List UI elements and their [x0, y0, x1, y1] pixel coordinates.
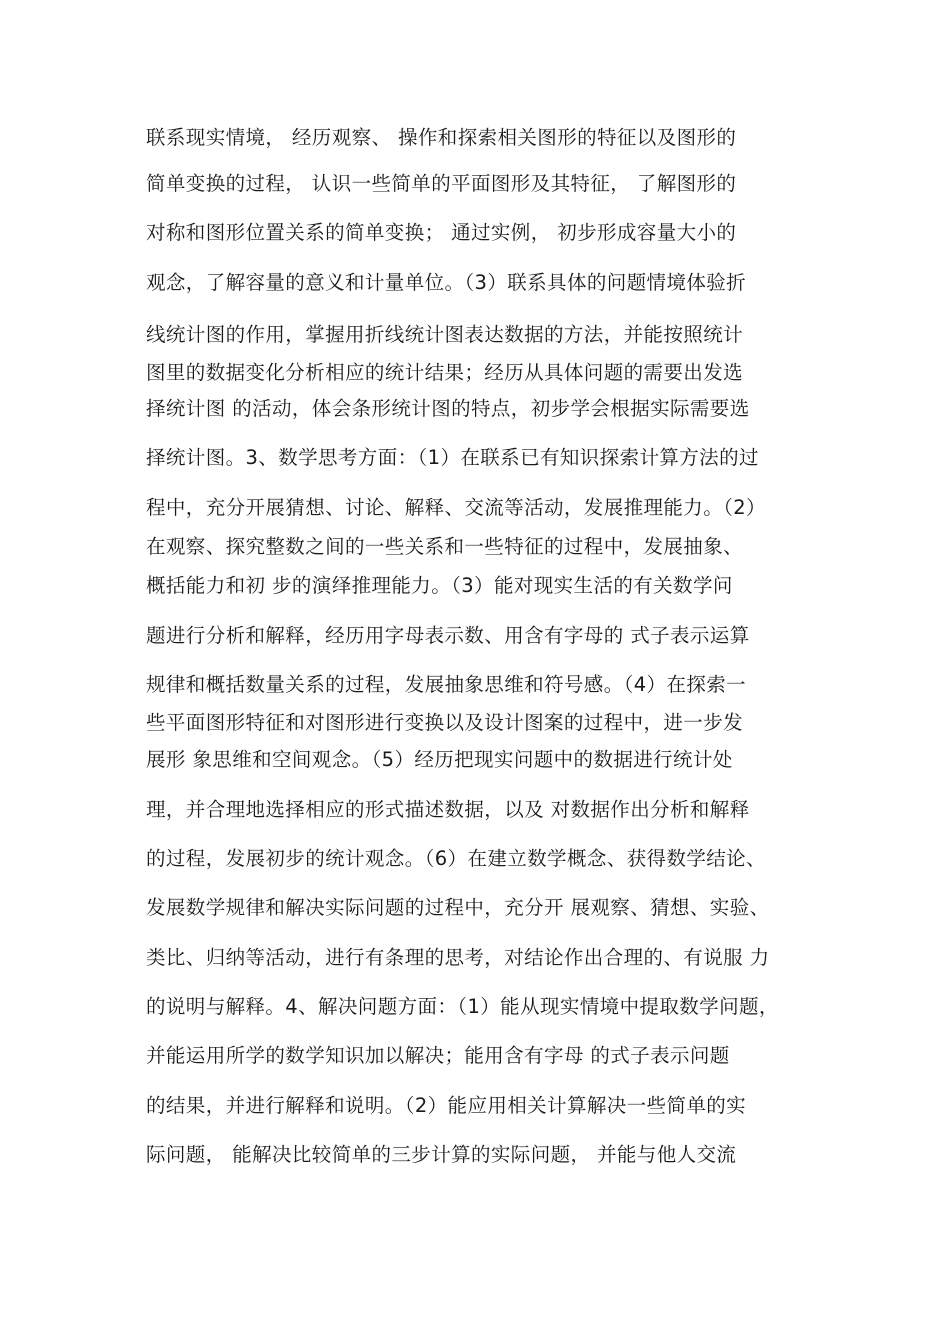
- text-line-12: 题进行分析和解释，经历用字母表示数、用含有字母的 式子表示运算: [146, 624, 750, 647]
- text-line-13: 规律和概括数量关系的过程，发展抽象思维和符号感。（4）在探索一: [146, 673, 747, 696]
- text-line-15: 展形 象思维和空间观念。（5）经历把现实问题中的数据进行统计处: [146, 748, 733, 771]
- text-line-6: 图里的数据变化分析相应的统计结果；经历从具体问题的需要出发选: [146, 361, 744, 384]
- text-line-10: 在观察、探究整数之间的一些关系和一些特征的过程中，发展抽象、: [146, 535, 744, 558]
- text-line-9: 程中，充分开展猜想、讨论、解释、交流等活动，发展推理能力。（2）: [146, 496, 766, 519]
- text-line-20: 的说明与解释。4、解决问题方面：（1）能从现实情境中提取数学问题，: [146, 995, 779, 1018]
- text-line-18: 发展数学规律和解决实际问题的过程中，充分开 展观察、猜想、实验、: [146, 896, 770, 919]
- text-line-2: 简单变换的过程， 认识一些简单的平面图形及其特征， 了解图形的: [146, 172, 737, 195]
- text-line-21: 并能运用所学的数学知识加以解决；能用含有字母 的式子表示问题: [146, 1044, 730, 1067]
- text-line-11: 概括能力和初 步的演绎推理能力。（3）能对现实生活的有关数学问: [146, 574, 733, 597]
- text-line-8: 择统计图。3、数学思考方面：（1）在联系已有知识探索计算方法的过: [146, 446, 759, 469]
- text-line-5: 线统计图的作用，掌握用折线统计图表达数据的方法，并能按照统计: [146, 323, 744, 346]
- text-line-17: 的过程，发展初步的统计观念。（6）在建立数学概念、获得数学结论、: [146, 847, 766, 870]
- text-line-7: 择统计图 的活动，体会条形统计图的特点，初步学会根据实际需要选: [146, 397, 750, 420]
- text-line-14: 些平面图形特征和对图形进行变换以及设计图案的过程中，进一步发: [146, 711, 744, 734]
- text-line-19: 类比、归纳等活动，进行有条理的思考，对结论作出合理的、有说服 力: [146, 946, 770, 969]
- text-line-4: 观念，了解容量的意义和计量单位。（3）联系具体的问题情境体验折: [146, 271, 747, 294]
- text-line-16: 理，并合理地选择相应的形式描述数据，以及 对数据作出分析和解释: [146, 798, 750, 821]
- text-line-22: 的结果，并进行解释和说明。（2）能应用相关计算解决一些简单的实: [146, 1094, 747, 1117]
- text-line-23: 际问题， 能解决比较简单的三步计算的实际问题， 并能与他人交流: [146, 1143, 737, 1166]
- text-line-1: 联系现实情境， 经历观察、 操作和探索相关图形的特征以及图形的: [146, 126, 737, 149]
- text-line-3: 对称和图形位置关系的简单变换； 通过实例， 初步形成容量大小的: [146, 221, 737, 244]
